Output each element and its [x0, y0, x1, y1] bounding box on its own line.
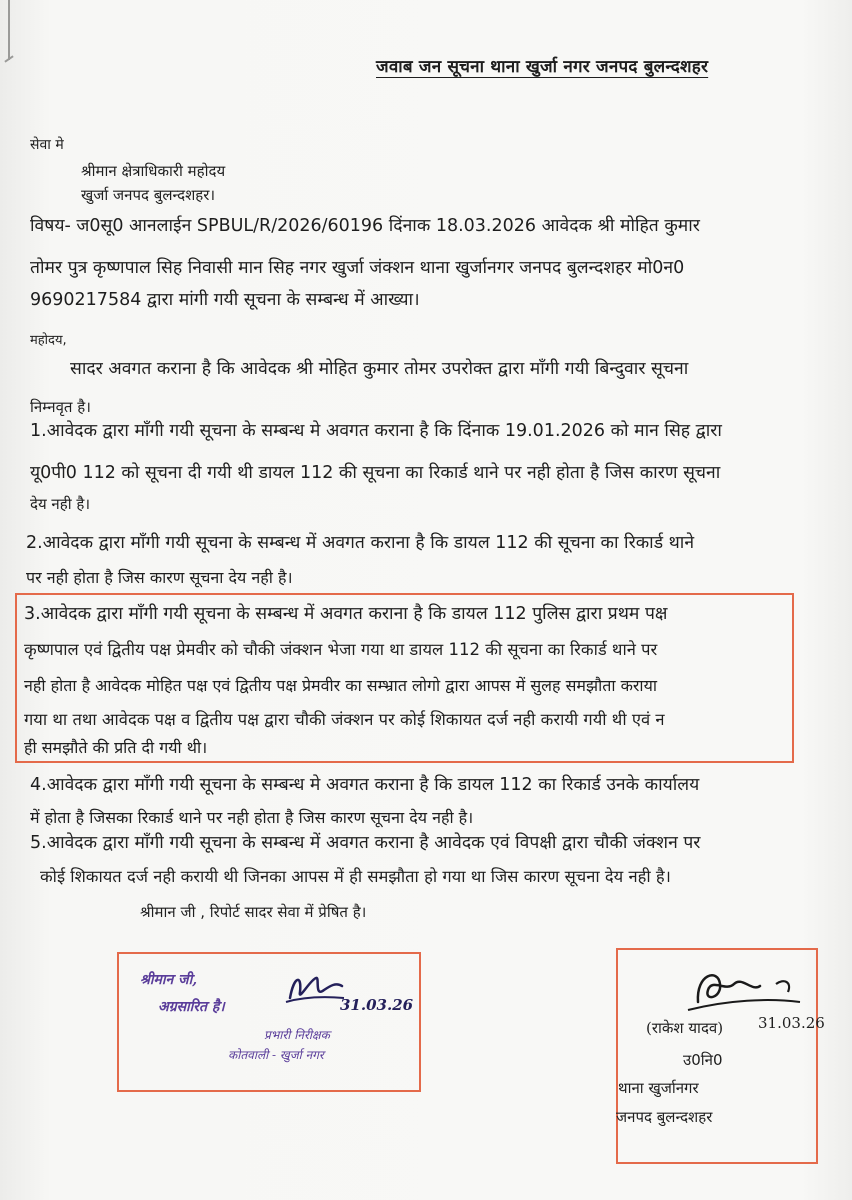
address-sewa-me: सेवा मे — [30, 137, 64, 153]
point-4-line-1: 4.आवेदक द्वारा माँगी गयी सूचना के सम्बन्ध मे अवगत कराना है कि डायल 112 का रिकार्ड उनके कार्यालय — [30, 775, 700, 795]
subject-line-2: तोमर पुत्र कृष्णपाल सिह निवासी मान सिह नगर खुर्जा जंक्शन थाना खुर्जानगर जनपद बुलन्दशहर मो0न0 — [30, 258, 685, 278]
subject-line-1: विषय- ज0सू0 आनलाईन SPBUL/R/2026/60196 दिंनाक 18.03.2026 आवेदक श्री मोहित कुमार — [30, 216, 700, 236]
paper-edge-mark — [4, 55, 13, 62]
address-location: खुर्जा जनपद बुलन्दशहर। — [81, 186, 216, 204]
stamp-agrasarit: अग्रसारित है। — [158, 999, 225, 1015]
paper-edge-line — [8, 0, 10, 60]
intro-line-2: निम्नवृत है। — [30, 398, 91, 416]
point-5-line-1: 5.आवेदक द्वारा माँगी गयी सूचना के सम्बन्ध में अवगत कराना है आवेदक एवं विपक्षी द्वारा चौकी जंक्शन पर — [30, 833, 701, 853]
officer-sign-date: 31.03.26 — [758, 1014, 825, 1032]
stamp-date: 31.03.26 — [340, 996, 414, 1014]
address-shriman: श्रीमान क्षेत्राधिकारी महोदय — [81, 162, 226, 180]
officer-rank: उ0नि0 — [683, 1051, 723, 1069]
point-3-line-3: नही होता है आवेदक मोहित पक्ष एवं द्वितीय पक्ष प्रेमवीर का सम्भ्रात लोगो द्वारा आपस में सुलह समझौता कराया — [24, 676, 657, 695]
point-5-line-2: कोई शिकायत दर्ज नही करायी थी जिनका आपस में ही समझौता हो गया था जिस कारण सूचना देय नही है। — [40, 867, 671, 886]
point-2-line-2: पर नही होता है जिस कारण सूचना देय नही है। — [26, 568, 293, 587]
intro-line-1: सादर अवगत कराना है कि आवेदक श्री मोहित कुमार तोमर उपरोक्त द्वारा माँगी गयी बिन्दुवार सूचना — [70, 359, 689, 379]
point-4-line-2: में होता है जिसका रिकार्ड थाने पर नही होता है जिस कारण सूचना देय नही है। — [30, 808, 474, 827]
point-1-line-2: यू0पी0 112 को सूचना दी गयी थी डायल 112 की सूचना का रिकार्ड थाने पर नही होता है जिस कारण सूचना — [30, 463, 721, 483]
point-3-line-4: गया था तथा आवेदक पक्ष व द्वितीय पक्ष द्वारा चौकी जंक्शन पर कोई शिकायत दर्ज नही करायी गयी थी एवं न — [24, 710, 665, 729]
point-3-line-5: ही समझौते की प्रति दी गयी थी। — [24, 738, 208, 757]
point-1-line-3: देय नही है। — [30, 495, 91, 513]
stamp-shriman-ji: श्रीमान जी, — [140, 972, 198, 988]
point-2-line-1: 2.आवेदक द्वारा माँगी गयी सूचना के सम्बन्ध में अवगत कराना है कि डायल 112 की सूचना का रिकार्ड थाने — [26, 533, 695, 553]
officer-station: थाना खुर्जानगर — [618, 1079, 699, 1097]
point-1-line-1: 1.आवेदक द्वारा माँगी गयी सूचना के सम्बन्ध मे अवगत कराना है कि दिंनाक 19.01.2026 को मान सिह द्वारा — [30, 421, 722, 441]
closing-line: श्रीमान जी , रिपोर्ट सादर सेवा में प्रेषित है। — [140, 903, 367, 921]
document-heading: जवाब जन सूचना थाना खुर्जा नगर जनपद बुलन्दशहर — [376, 57, 709, 77]
point-3-line-2: कृष्णपाल एवं द्वितीय पक्ष प्रेमवीर को चौकी जंक्शन भेजा गया था डायल 112 की सूचना का रिकार्ड थाने पर — [24, 640, 658, 659]
officer-district: जनपद बुलन्दशहर — [616, 1108, 713, 1126]
subject-line-3: 9690217584 द्वारा मांगी गयी सूचना के सम्बन्ध में आख्या। — [30, 290, 420, 310]
inspector-signature — [280, 968, 350, 1008]
stamp-kotwali-khurja: कोतवाली - खुर्जा नगर — [228, 1048, 324, 1062]
officer-name: (राकेश यादव) — [646, 1019, 724, 1037]
stamp-prabhari-nirikshak: प्रभारी निरीक्षक — [264, 1028, 330, 1042]
salutation: महोदय, — [30, 333, 67, 348]
point-3-line-1: 3.आवेदक द्वारा माँगी गयी सूचना के सम्बन्ध में अवगत कराना है कि डायल 112 पुलिस द्वारा प्रथम पक्ष — [24, 604, 668, 624]
